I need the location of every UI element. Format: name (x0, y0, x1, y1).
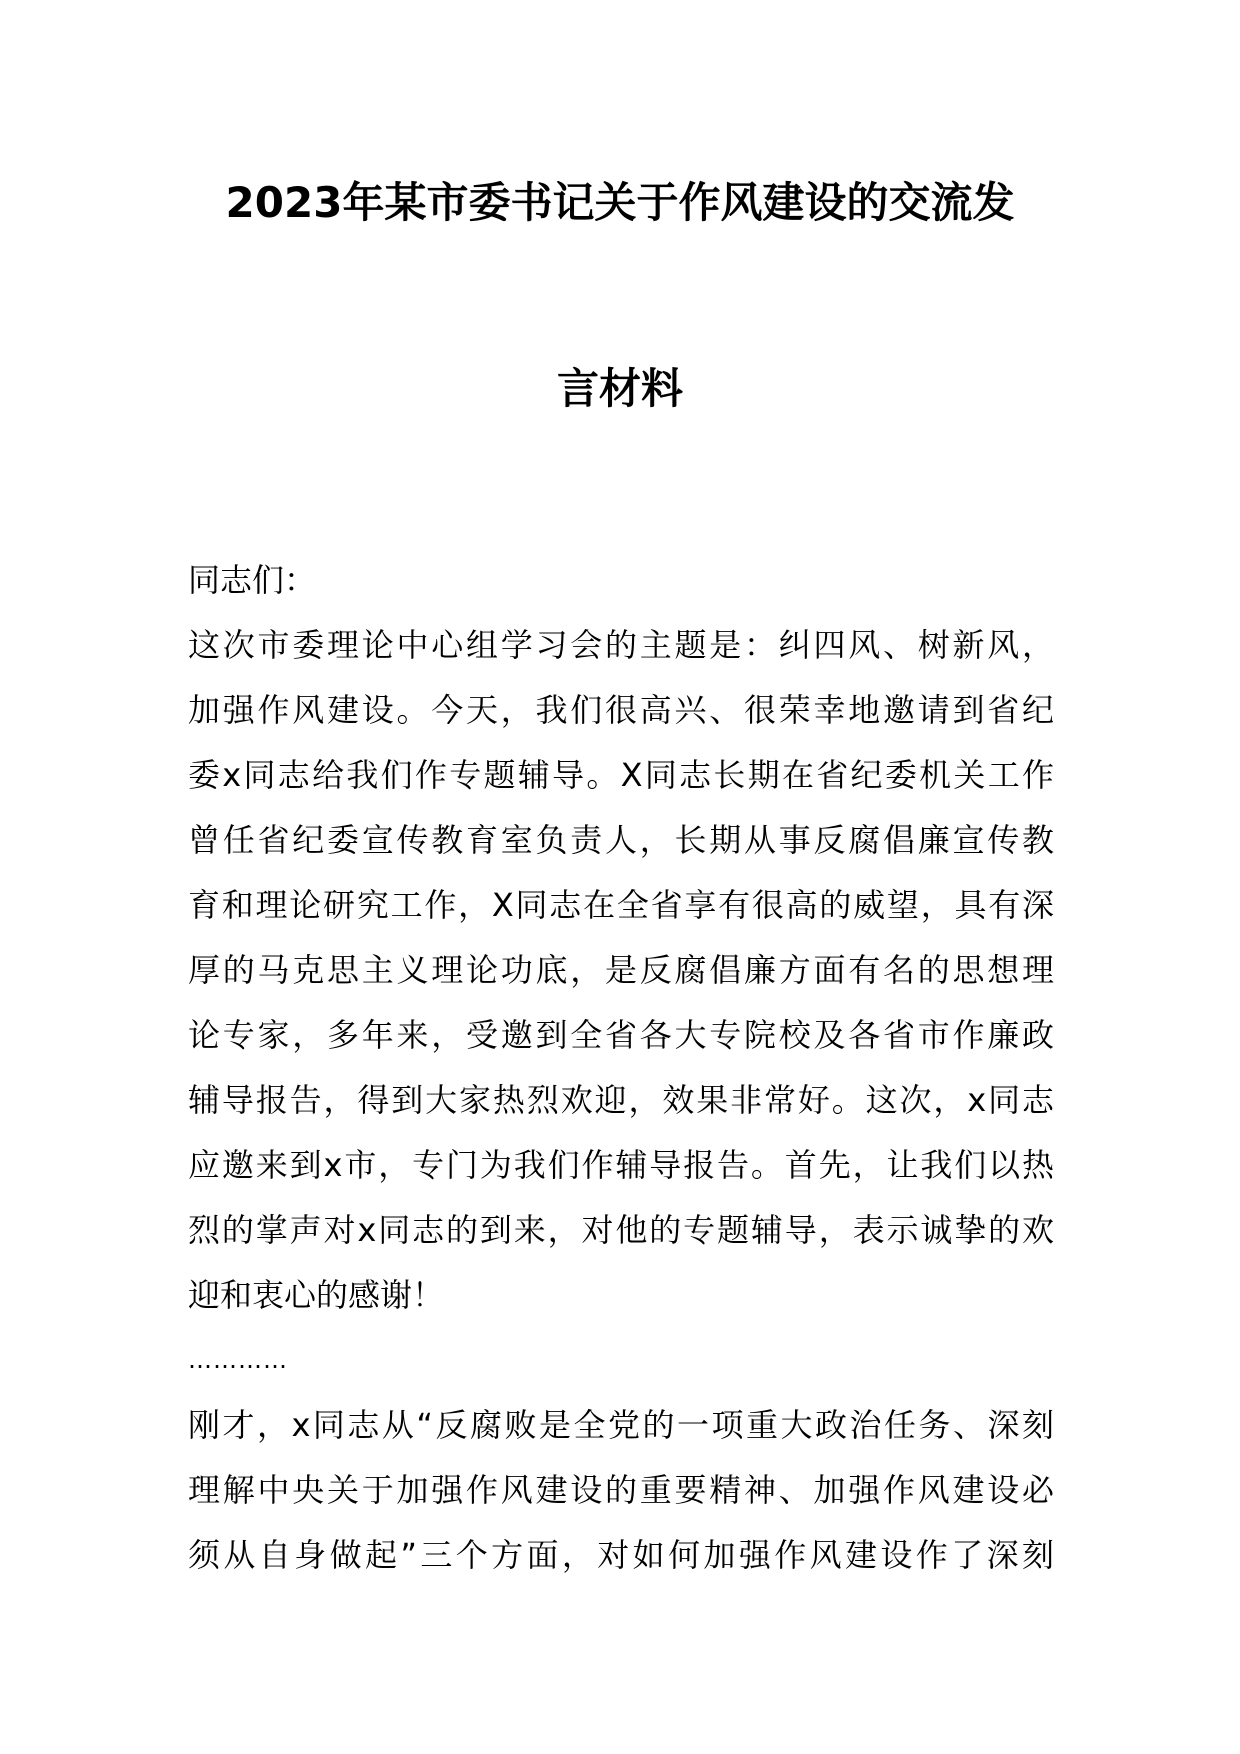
paragraph-line: 辅导报告，得到大家热烈欢迎，效果非常好。这次，x同志 (188, 1081, 1054, 1119)
document-title-line-1: 2023年某市委书记关于作风建设的交流发 (225, 178, 1015, 227)
paragraph-line: 应邀来到x市，专门为我们作辅导报告。首先，让我们以热 (188, 1146, 1054, 1184)
paragraph-2 (188, 1393, 1054, 1588)
paragraph-line: 迎和衷心的感谢！ (188, 1276, 445, 1314)
paragraph-line: 这次市委理论中心组学习会的主题是：纠四风、树新风， (188, 626, 1054, 664)
ellipsis-separator: ………… (188, 1346, 288, 1374)
document-title-line-2: 言材料 (556, 364, 683, 413)
paragraph-line: 委x同志给我们作专题辅导。X同志长期在省纪委机关工作 (188, 756, 1054, 794)
salutation: 同志们： (188, 561, 317, 599)
document-body (188, 548, 1054, 1588)
paragraph-line: 论专家，多年来，受邀到全省各大专院校及各省市作廉政 (188, 1016, 1054, 1054)
paragraph-line: 育和理论研究工作，X同志在全省享有很高的威望，具有深 (188, 886, 1054, 924)
paragraph-line: 烈的掌声对x同志的到来，对他的专题辅导，表示诚挚的欢 (188, 1211, 1054, 1249)
paragraph-1 (188, 613, 1054, 1328)
paragraph-line: 须从自身做起”三个方面，对如何加强作风建设作了深刻 (188, 1536, 1054, 1574)
paragraph-line: 厚的马克思主义理论功底，是反腐倡廉方面有名的思想理 (188, 951, 1054, 989)
paragraph-line: 加强作风建设。今天，我们很高兴、很荣幸地邀请到省纪 (188, 691, 1054, 729)
paragraph-line: 曾任省纪委宣传教育室负责人，长期从事反腐倡廉宣传教 (188, 821, 1054, 859)
paragraph-line: 刚才，x同志从“反腐败是全党的一项重大政治任务、深刻 (188, 1406, 1054, 1444)
paragraph-line: 理解中央关于加强作风建设的重要精神、加强作风建设必 (188, 1471, 1054, 1509)
